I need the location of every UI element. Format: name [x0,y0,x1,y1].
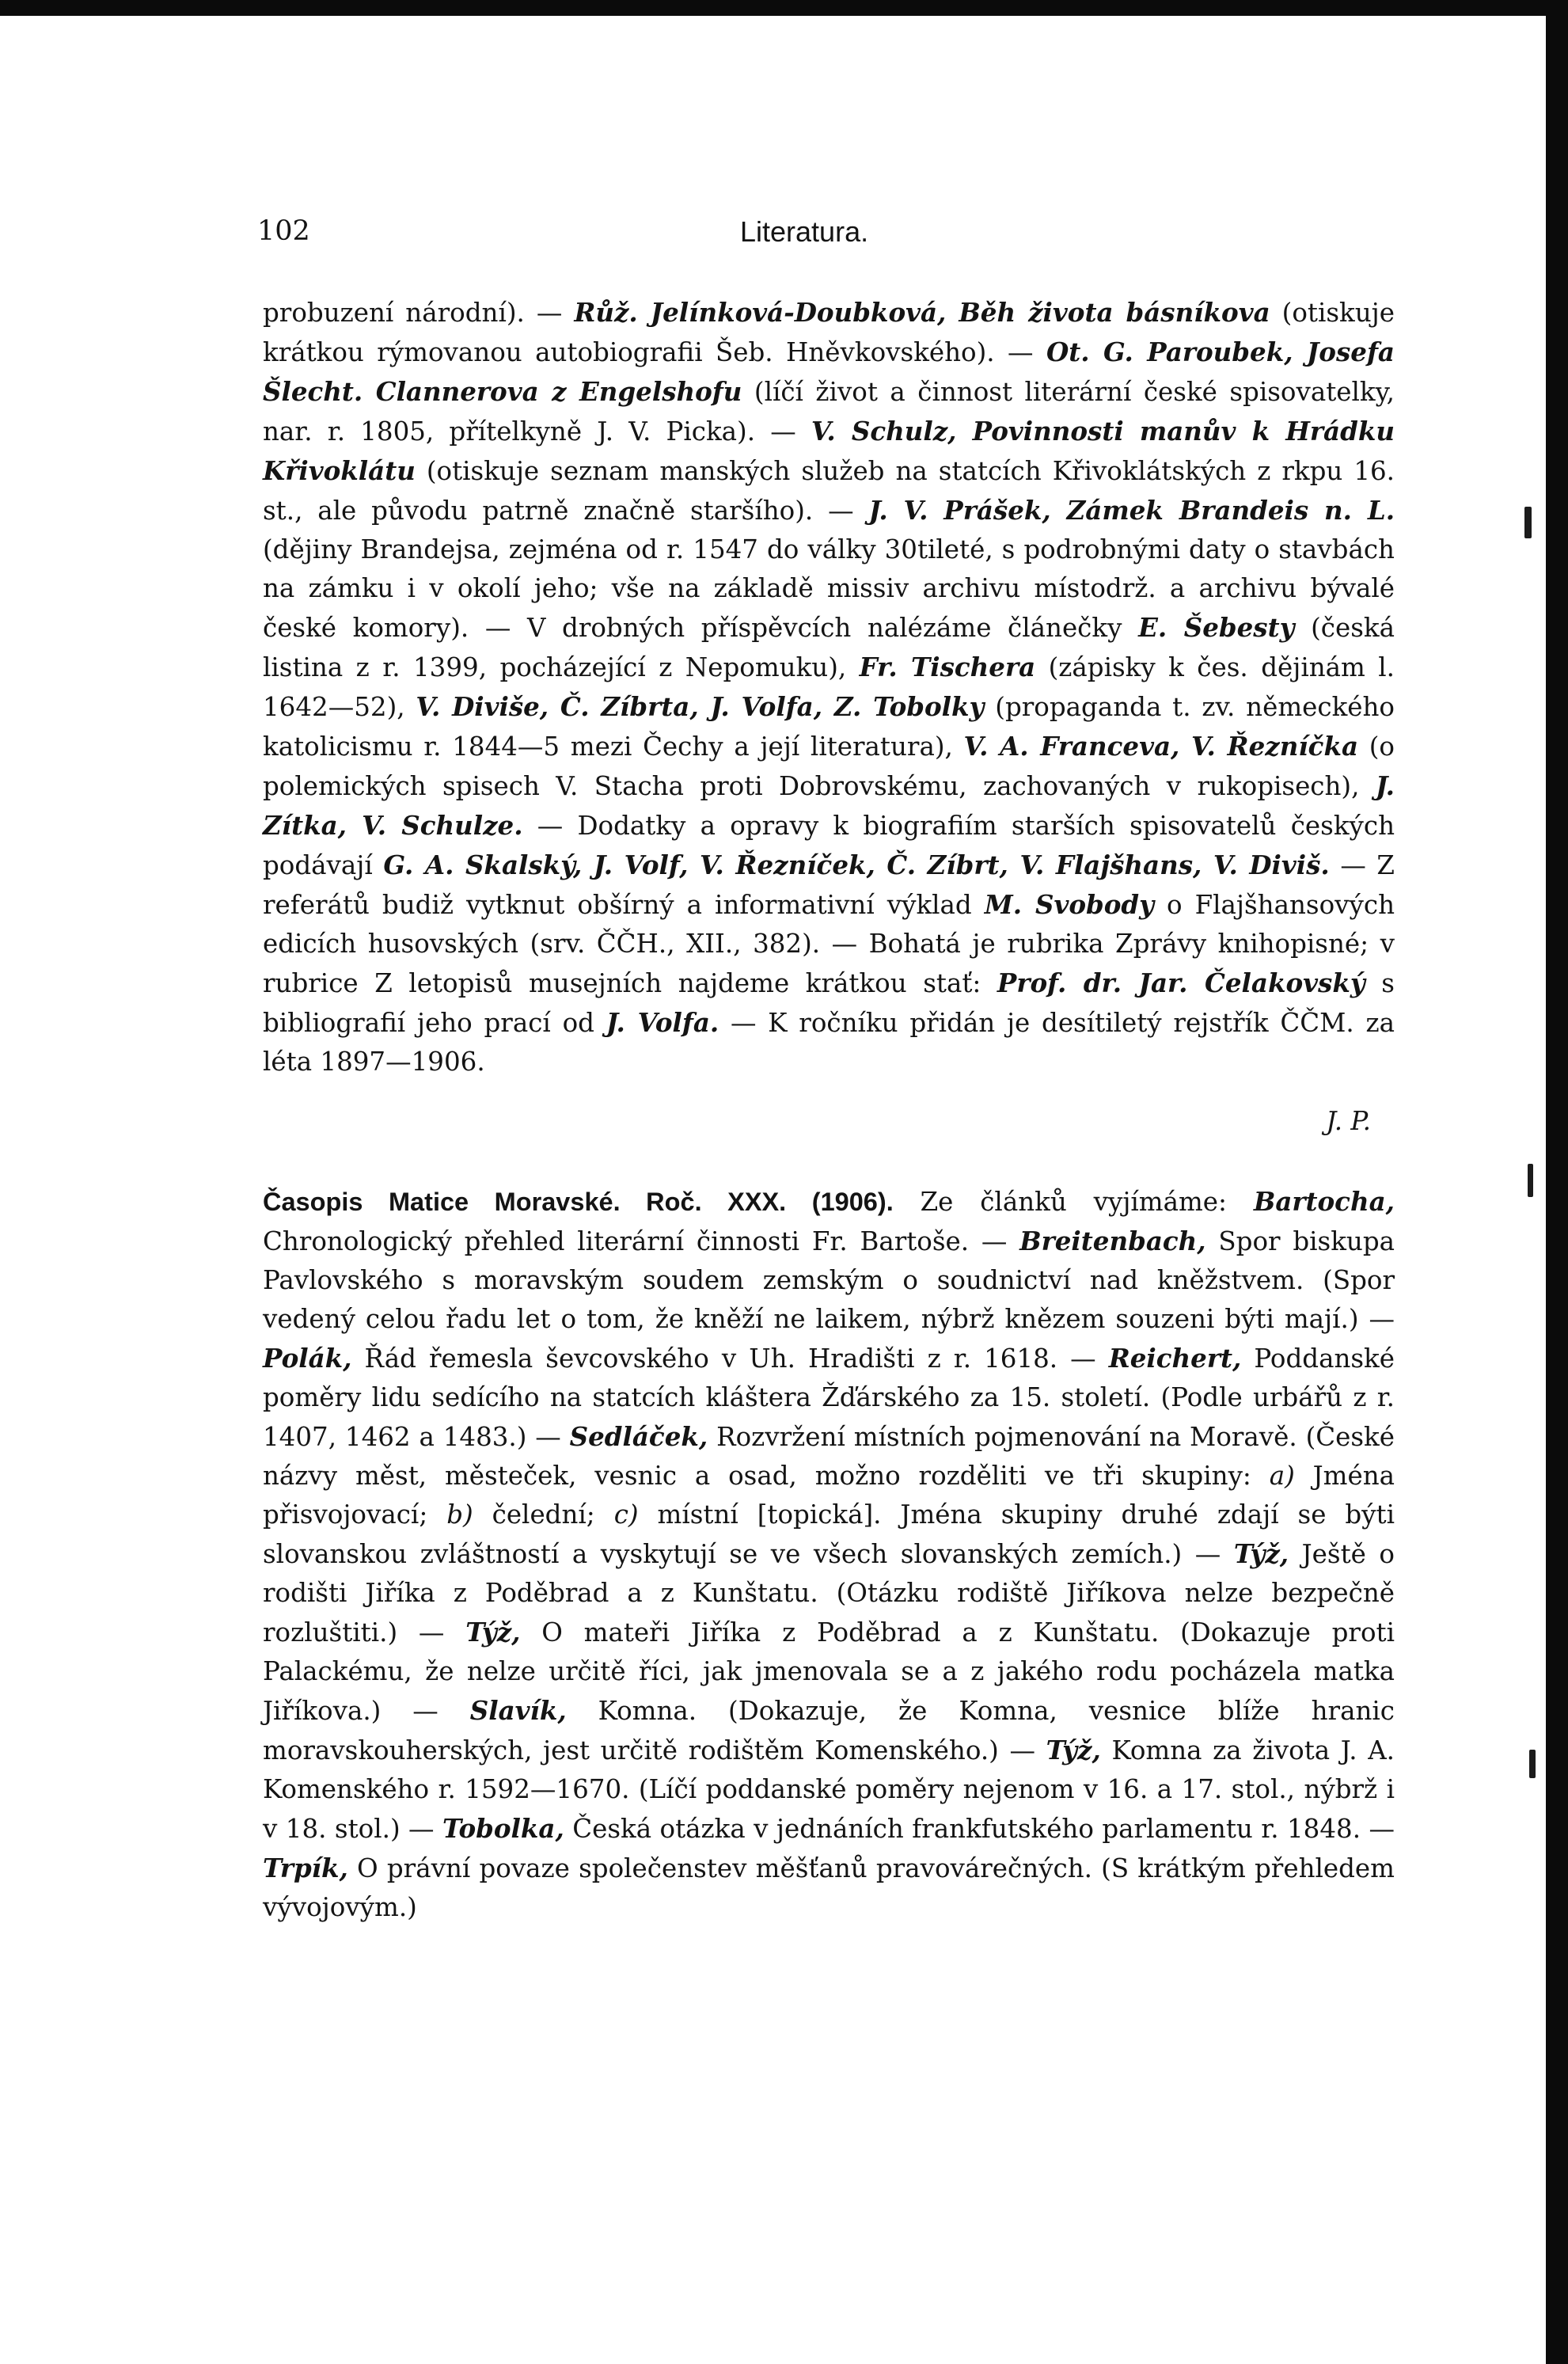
page-header [257,215,1397,255]
text-run: (česká listina z r. 1399, pocházející z Nepomuku), [263,613,1395,682]
author-name: Trpík, [263,1853,348,1883]
text-column [263,293,1395,1927]
text-run: Řád řemesla ševcovského v Uh. Hradišti z r. 1618. — [351,1344,1109,1374]
author-name: G. A. Skalský, J. Volf, V. Řezníček, Č. Zíbrt, V. Flajšhans, V. Diviš. [383,849,1330,880]
text-run: Jména přisvojovací; [263,1461,1395,1530]
author-name: Reichert, [1108,1343,1242,1374]
author-name: J. Zítka, V. Schulze. [263,770,1395,841]
author-name: M. Svobody [984,889,1155,920]
author-title: J. V. Prášek, Zámek Brandeis n. L. [868,495,1395,526]
author-name: Breitenbach, [1019,1226,1206,1256]
text-run: Česká otázka v jednáních frankfutského parlamentu r. 1848. — [564,1814,1395,1844]
text-run: O právní povaze společenstev měšťanů pravovárečných. (S krátkým přehledem vývojovým.) [263,1853,1395,1922]
text-run: s bibliografií jeho prací od [263,968,1395,1038]
text-run: Komna. (Dokazuje, že Komna, vesnice blíže hranic moravskouherských, jest určitě rodištěm Komenského.) — [263,1696,1395,1765]
author-name: Slavík, [469,1695,567,1726]
list-marker: a) [1269,1461,1295,1491]
review-paragraph-1 [263,293,1395,1081]
text-run: Poddanské poměry lidu sedícího na statcích kláštera Žďárského za 15. století. (Podle urbářů z r. 1407, 1462 a 1483.) — [263,1344,1395,1452]
text-run: (dějiny Brandejsa, zejména od r. 1547 do války 30tileté, s podrobnými daty o stavbách na zámku i v okolí jeho; vše na základě missiv archivu místodrž. a archivu bývalé české komory). — V drobných příspěvcích nalézáme článečky [263,534,1395,643]
author-name: Sedláček, [569,1421,708,1452]
text-run: — Dodatky a opravy k biografiím starších spisovatelů českých podávají [263,811,1395,880]
author-name: Tobolka, [442,1813,564,1844]
text-run: Rozvržení místních pojmenování na Moravě. (České názvy měst, městeček, vesnic a osad, možno rozděliti ve tři skupiny: [263,1422,1395,1491]
author-name: Týž, [465,1617,521,1648]
author-name: V. A. Franceva, V. Řezníčka [963,731,1359,762]
author-name: J. Volfa. [606,1007,719,1038]
page-number: 102 [257,215,310,247]
journal-volume: Roč. XXX. (1906). [620,1188,894,1216]
author-title: Ot. G. Paroubek, Josefa Šlecht. Clannerova z Engelshofu [263,336,1395,407]
review-signature: J. P. [1326,1106,1371,1136]
text-run: (zápisky k čes. dějinám l. 1642—52), [263,652,1395,722]
list-marker: b) [446,1499,473,1530]
text-run: čelední; [473,1499,614,1530]
text-run: Spor biskupa Pavlovského s moravským soudem zemským o soudnictví nad kněžstvem. (Spor vedený celou řadu let o tom, že kněží ne laikem, nýbrž knězem souzeni býti mají.) — [263,1226,1395,1334]
text-run: O mateři Jiříka z Poděbrad a z Kunštatu. (Dokazuje proti Palackému, že nelze určitě říci, jak jmenovala se a z jakého rodu pocházela matka Jiříkova.) — [263,1617,1395,1726]
scan-edge-mark [1529,1750,1536,1778]
text-run: (otiskuje krátkou rýmovanou autobiografii Šeb. Hněvkovského). — [263,298,1395,367]
text-run: Komna za života J. A. Komenského r. 1592—1670. (Líčí poddanské poměry nejenom v 16. a 17. stol., nýbrž i v 18. stol.) — [263,1735,1395,1844]
author-title: Růž. Jelínková-Doubková, Běh života básníkova [574,297,1270,328]
author-name: Fr. Tischera [859,652,1036,682]
author-name: Týž, [1046,1735,1101,1765]
text-run: Chronologický přehled literární činnosti Fr. Bartoše. — [263,1226,1020,1256]
journal-title: Časopis Matice Moravské. [263,1188,621,1216]
text-run: probuzení národní). — [263,298,575,328]
scan-edge-mark [1524,507,1532,538]
text-run: Ze článků vyjímáme: [893,1187,1254,1217]
author-name: E. Šebesty [1138,612,1295,643]
list-marker: c) [613,1499,639,1530]
author-name: Bartocha, [1253,1186,1395,1217]
text-run: (propaganda t. zv. německého katolicismu r. 1844—5 mezi Čechy a její literatura), [263,692,1395,762]
text-run: (otiskuje seznam manských služeb na statcích Křivoklátských z rkpu 16. st., ale původu patrně značně staršího). — [263,456,1395,526]
scan-border-right [1546,0,1568,2364]
text-run: Ještě o rodišti Jiříka z Poděbrad a z Kunštatu. (Otázku rodiště Jiříkova nelze bezpečně rozluštiti.) — [263,1539,1395,1648]
text-run: (líčí život a činnost literární české spisovatelky, nar. r. 1805, přítelkyně J. V. Picka). — [263,377,1395,447]
running-head: Literatura. [740,215,869,248]
review-paragraph-2 [263,1182,1395,1927]
scan-border-top [0,0,1568,16]
text-run: o Flajšhansových edicích husovských (srv. ČČH., XII., 382). — Bohatá je rubrika Zprávy knihopisné; v rubrice Z letopisů musejních najdeme krátkou stať: [263,890,1395,998]
text-run: — Z referátů budiž vytknut obšírný a informativní výklad [263,850,1395,920]
author-name: V. Diviše, Č. Zíbrta, J. Volfa, Z. Tobolky [416,691,985,722]
author-title: V. Schulz, Povinnosti manův k Hrádku Křivoklátu [263,416,1395,486]
scan-edge-mark [1528,1164,1533,1197]
text-run: místní [topická]. Jména skupiny druhé zdají se býti slovanskou zvláštností a vyskytují se ve všech slovanských zemích.) — [263,1499,1395,1569]
author-name: Polák, [263,1343,352,1374]
text-run: (o polemických spisech V. Stacha proti Dobrovskému, zachovaných v rukopisech), [263,732,1395,801]
author-name: Prof. dr. Jar. Čelakovský [997,967,1365,998]
author-name: Týž, [1233,1538,1289,1569]
text-run: — K ročníku přidán je desítiletý rejstřík ČČM. za léta 1897—1906. [263,1008,1395,1077]
